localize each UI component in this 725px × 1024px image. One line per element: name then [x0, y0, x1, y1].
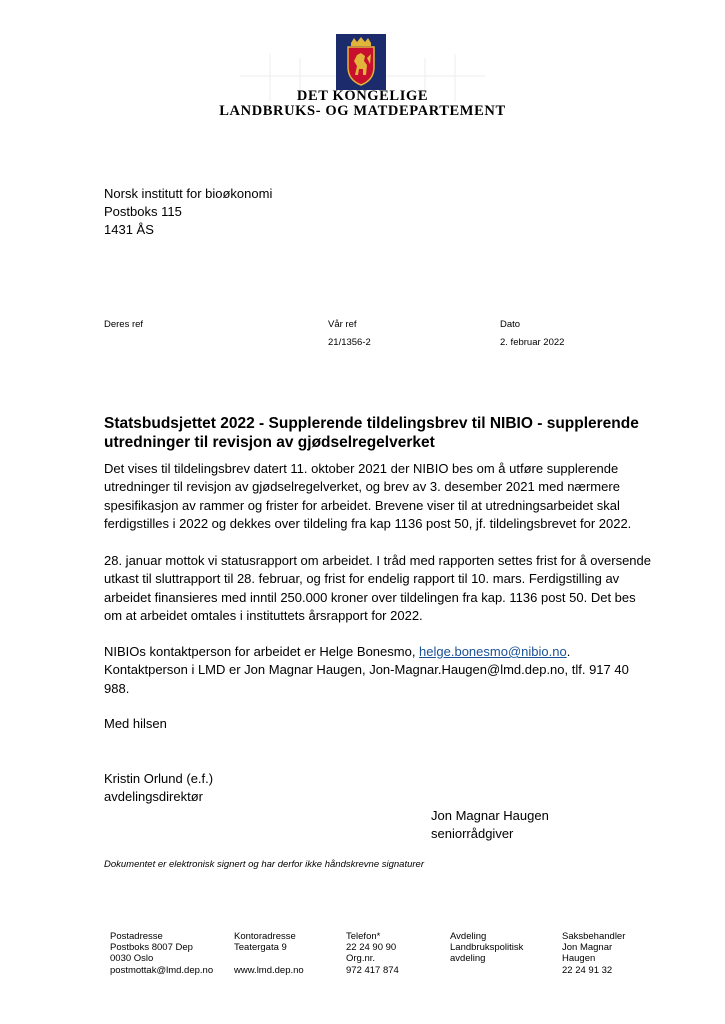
recipient-line: Postboks 115 — [104, 204, 182, 219]
footer-line: avdeling — [450, 953, 486, 965]
recipient-line: 1431 ÅS — [104, 222, 154, 237]
paragraph-3-line2: Kontaktperson i LMD er Jon Magnar Haugen, Jon-Magnar.Haugen@lmd.dep.no, tlf. 917 40 988. — [104, 662, 629, 696]
signer-1 — [104, 770, 213, 806]
signer-2 — [431, 807, 549, 843]
paragraph-3-period: . — [566, 644, 571, 659]
footer-line: Postboks 8007 Dep — [110, 942, 193, 954]
signer-2-title: seniorrådgiver — [431, 826, 514, 841]
department-name-line2: LANDBRUKS- OG MATDEPARTEMENT — [219, 103, 506, 119]
department-name-line1: DET KONGELIGE — [296, 88, 429, 104]
footer-telefon — [346, 931, 399, 976]
deres-ref-label: Deres ref — [104, 319, 144, 330]
footer-postadresse — [110, 931, 213, 976]
footer-label: Postadresse — [110, 931, 163, 942]
paragraph-3-text: NIBIOs kontaktperson for arbeidet er Helge Bonesmo, — [104, 644, 420, 659]
recipient-line: Norsk institutt for bioøkonomi — [104, 186, 273, 201]
contact-email-link[interactable]: helge.bonesmo@nibio.no — [419, 644, 567, 659]
footer-website: www.lmd.dep.no — [234, 964, 304, 976]
paragraph-1: Det vises til tildelingsbrev datert 11. oktober 2021 der NIBIO bes om å utføre supplerende utredninger til revisjon av gjødselregelverket, og brev av 3. desember 2021 med nærmere spesifikasjon av rammer og frister for arbeidet. Brevene viser til at utredningsarbeidet skal ferdigstilles i 2022 og dekkes over tildeling fra kap 1136 post 50, jf. tildelingsbrevet for 2022. — [104, 461, 632, 532]
footer-avdeling — [450, 931, 523, 965]
footer-line: Org.nr. — [346, 953, 376, 965]
letter-title: Statsbudsjettet 2022 - Supplerende tildelingsbrev til NIBIO - supplerende utredninger til revisjon av gjødselregelverket — [104, 415, 639, 451]
footer-line: Jon Magnar — [562, 942, 613, 954]
recipient-address — [104, 185, 272, 239]
closing: Med hilsen — [104, 716, 167, 731]
footer-line: Teatergata 9 — [234, 942, 287, 954]
signer-1-title: avdelingsdirektør — [104, 789, 203, 804]
paragraph-3 — [104, 643, 656, 698]
footer-line: 972 417 874 — [346, 964, 399, 976]
var-ref-label: Vår ref — [328, 319, 357, 330]
signer-1-name: Kristin Orlund (e.f.) — [104, 771, 214, 786]
var-ref-value: 21/1356-2 — [328, 337, 371, 348]
footer-line — [234, 953, 304, 964]
signer-2-name: Jon Magnar Haugen — [431, 808, 549, 823]
footer-label: Saksbehandler — [562, 931, 626, 942]
footer-line: Haugen — [562, 953, 596, 965]
footer-saksbehandler — [562, 931, 625, 976]
norwegian-lion-crest-icon — [336, 34, 386, 90]
paragraph-2: 28. januar mottok vi statusrapport om arbeidet. I tråd med rapporten settes frist for å oversende utkast til sluttrapport til 28. februar, og frist for endelig rapport til 10. mars. Ferdigstilling av arbeidet finansieres med inntil 250.000 kroner over tildelingen fra kap. 1136 post 50. Det bes om at arbeidet omtales i instituttets årsrapport for 2022. — [104, 553, 651, 624]
footer-kontoradresse — [234, 931, 304, 976]
footer-line: 22 24 90 90 — [346, 942, 397, 954]
footer-label: Telefon* — [346, 931, 381, 942]
footer-line: 22 24 91 32 — [562, 964, 613, 976]
signature-disclaimer: Dokumentet er elektronisk signert og har derfor ikke håndskrevne signaturer — [104, 859, 424, 870]
footer-line: Landbrukspolitisk — [450, 942, 524, 954]
footer-line: 0030 Oslo — [110, 953, 154, 965]
dato-label: Dato — [500, 319, 521, 330]
footer-label: Avdeling — [450, 931, 487, 942]
footer-email: postmottak@lmd.dep.no — [110, 964, 214, 976]
footer-label: Kontoradresse — [234, 931, 296, 942]
dato-value: 2. februar 2022 — [500, 337, 565, 348]
